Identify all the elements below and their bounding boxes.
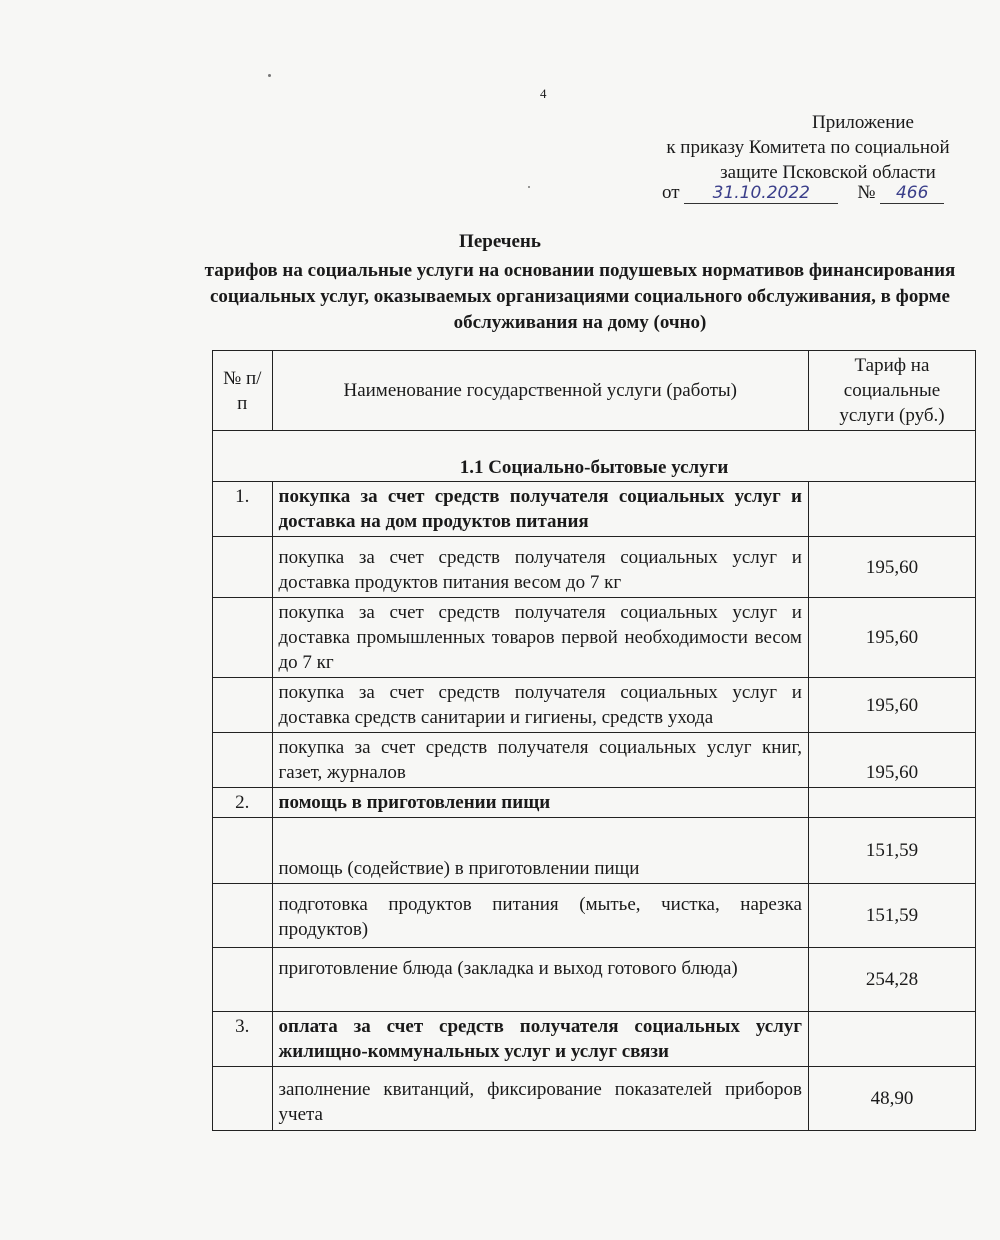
table-row [213,598,976,678]
order-number: 466 [880,183,944,204]
row-price [808,1012,975,1067]
row-name: помощь (содействие) в приготовлении пищи [272,818,808,884]
table-row [213,884,976,948]
row-name: покупка за счет средств получателя социальных услуг и доставка продуктов питания весом до 7 кг [272,537,808,598]
row-price: 195,60 [808,733,975,788]
row-name: заполнение квитанций, фиксирование показателей приборов учета [272,1067,808,1131]
table-row [213,678,976,733]
document-title: Перечень [459,231,541,252]
row-price: 151,59 [808,884,975,948]
row-num [213,818,273,884]
row-name: покупка за счет средств получателя социальных услуг и доставка на дом продуктов питания [272,482,808,537]
table-row [213,733,976,788]
row-num: 3. [213,1012,273,1067]
tariffs-table [212,350,976,1131]
header-price: Тариф на социальные услуги (руб.) [808,351,975,431]
table-row [213,818,976,884]
row-name: приготовление блюда (закладка и выход готового блюда) [272,948,808,1012]
row-num [213,598,273,678]
order-date-number [662,182,944,204]
table-row [213,537,976,598]
table-row [213,788,976,818]
row-price: 48,90 [808,1067,975,1131]
table-row [213,1012,976,1067]
section-title: 1.1 Социально-бытовые услуги [213,431,976,482]
row-name: покупка за счет средств получателя социальных услуг и доставка средств санитарии и гигиены, средств ухода [272,678,808,733]
row-num: 1. [213,482,273,537]
table-row [213,482,976,537]
appendix-title: Приложение [812,112,914,133]
row-num [213,1067,273,1131]
row-name: оплата за счет средств получателя социальных услуг жилищно-коммунальных услуг и услуг связи [272,1012,808,1067]
row-num [213,678,273,733]
row-price [808,482,975,537]
row-name: покупка за счет средств получателя социальных услуг книг, газет, журналов [272,733,808,788]
row-num [213,733,273,788]
row-name: подготовка продуктов питания (мытье, чистка, нарезка продуктов) [272,884,808,948]
row-name: покупка за счет средств получателя социальных услуг и доставка промышленных товаров первой необходимости весом до 7 кг [272,598,808,678]
header-num: № п/п [213,351,273,431]
row-price: 151,59 [808,818,975,884]
row-price: 254,28 [808,948,975,1012]
row-price [808,788,975,818]
header-name: Наименование государственной услуги (работы) [272,351,808,431]
row-name: помощь в приготовлении пищи [272,788,808,818]
appendix-line-3: защите Псковской области [720,162,936,183]
row-price: 195,60 [808,598,975,678]
page-number: 4 [540,86,547,101]
section-row [213,431,976,482]
appendix-line-2: к приказу Комитета по социальной [666,137,950,158]
document-subtitle: тарифов на социальные услуги на основании подушевых нормативов финансирования социальных услуг, оказываемых организациями социального обслуживания, в форме обслуживания на дому (очно) [204,260,956,333]
order-date: 31.10.2022 [684,183,838,204]
appendix-block [628,110,988,185]
row-num [213,537,273,598]
row-num: 2. [213,788,273,818]
row-price: 195,60 [808,537,975,598]
row-num [213,884,273,948]
row-price: 195,60 [808,678,975,733]
table-row [213,948,976,1012]
number-prefix: № [857,182,876,203]
date-prefix: от [662,182,680,203]
table-row [213,1067,976,1131]
row-num [213,948,273,1012]
table-header-row [213,351,976,431]
